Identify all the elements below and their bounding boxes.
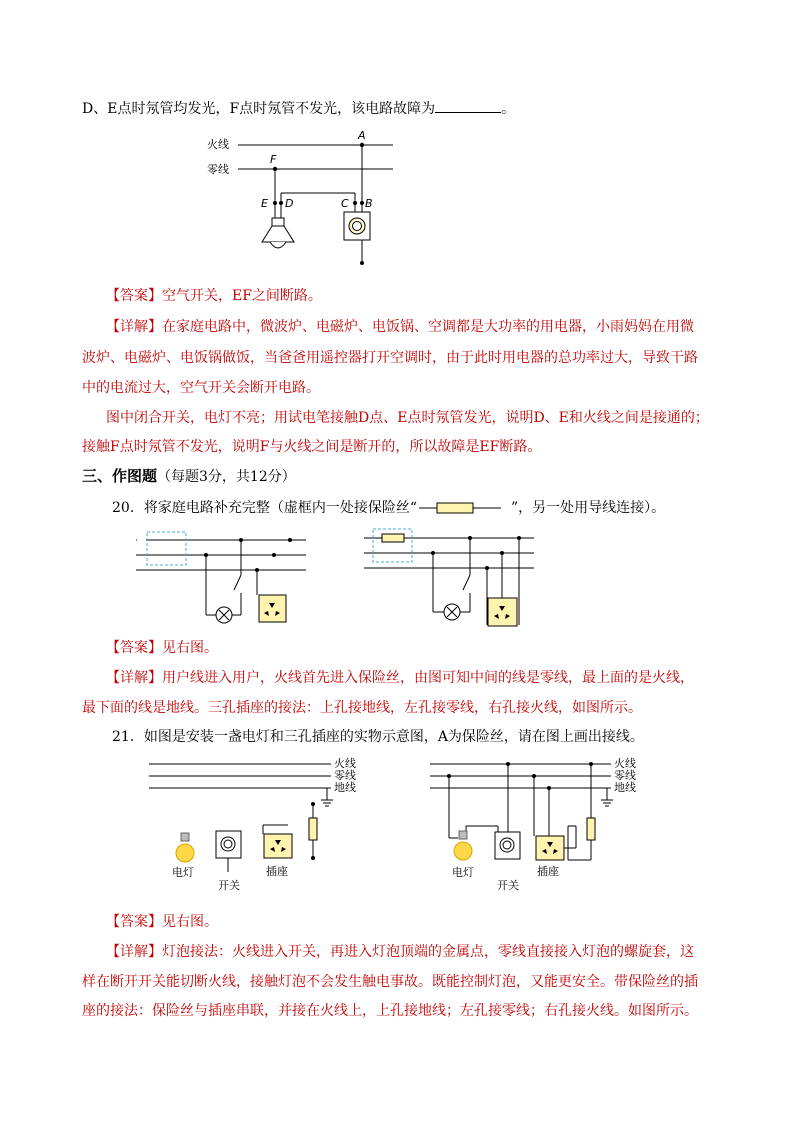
detail-21-line3: 座的接法：保险丝与插座串联，并接在火线上，上孔接地线；左孔接零线；右孔接火线。如图所示。 bbox=[82, 1003, 698, 1019]
point-b-label: B bbox=[365, 197, 373, 210]
section-subtitle: （每题3分，共12分） bbox=[157, 469, 296, 485]
q21-switch-label-left: 开关 bbox=[218, 879, 240, 892]
q19-text: D、E点时氖管均发光，F点时氖管不发光，该电路故障为 bbox=[82, 101, 436, 117]
q21-zero-label-right: 零线 bbox=[614, 769, 636, 782]
q19-suffix: 。 bbox=[501, 101, 516, 117]
detail-19-line4: 图中闭合开关，电灯不亮；用试电笔接触D点、E点时氖管发光，说明D、E和火线之间是接通的； bbox=[106, 410, 709, 426]
detail-21-line1: 【详解】灯泡接法：火线进入开关，再进入灯泡顶端的金属点，零线直接接入灯泡的螺旋套，这 bbox=[106, 944, 694, 960]
detail-20-line2: 最下面的线是地线。三孔插座的接法：上孔接地线，左孔接零线，右孔接火线，如图所示。 bbox=[82, 700, 642, 716]
answer-21: 【答案】见右图。 bbox=[106, 914, 218, 930]
fire-wire-label: 火线 bbox=[207, 138, 229, 151]
detail-19-line5: 接触F点时氖管不发光，说明F与火线之间是断开的，所以故障是EF断路。 bbox=[82, 439, 542, 455]
q21-answer-diagram bbox=[430, 756, 636, 892]
q21-question-diagram bbox=[149, 756, 356, 892]
q21-ground-label: 地线 bbox=[334, 781, 356, 794]
q21-lamp-label-right: 电灯 bbox=[452, 866, 474, 879]
detail-21-line2: 样在断开开关能切断火线，接触灯泡不会发生触电事故。既能控制灯泡，又能更安全。带保险丝的插 bbox=[82, 974, 698, 990]
section-title: 三、作图题 bbox=[82, 467, 158, 485]
answer-20: 【答案】见右图。 bbox=[106, 640, 218, 656]
q20-text-b: ”，另一处用导线连接）。 bbox=[510, 500, 666, 516]
detail-20-line1: 【详解】用户线进入用户，火线首先进入保险丝，由图可知中间的线是零线，最上面的是火线， bbox=[106, 670, 694, 686]
q21-fire-label-right: 火线 bbox=[614, 757, 636, 770]
point-e-label: E bbox=[261, 197, 268, 210]
q21-socket-label-right: 插座 bbox=[537, 865, 559, 878]
q21-ground-label-right: 地线 bbox=[614, 781, 636, 794]
answer-19: 【答案】空气开关，EF之间断路。 bbox=[106, 288, 322, 304]
q21-text: 21．如图是安装一盏电灯和三孔插座的实物示意图，A为保险丝，请在图上画出接线。 bbox=[112, 729, 644, 745]
zero-wire-label: 零线 bbox=[207, 163, 229, 176]
detail-19-line3: 中的电流过大，空气开关会断开电路。 bbox=[82, 380, 320, 396]
q21-lamp-right-icon bbox=[454, 831, 472, 860]
q20-text-a: 20．将家庭电路补充完整（虚框内一处接保险丝“ bbox=[112, 500, 417, 516]
q21-socket-label-left: 插座 bbox=[266, 865, 288, 878]
q21-zero-label: 零线 bbox=[334, 769, 356, 782]
point-c-label: C bbox=[341, 197, 349, 210]
detail-19-line2: 波炉、电磁炉、电饭锅做饭，当爸爸用遥控器打开空调时，由于此时用电器的总功率过大，导致干路 bbox=[82, 350, 698, 366]
q21-lamp-label-left: 电灯 bbox=[172, 866, 194, 879]
q21-fire-label: 火线 bbox=[334, 757, 356, 770]
point-d-label: D bbox=[285, 197, 294, 210]
point-f-label: F bbox=[270, 153, 277, 166]
detail-19-line1: 【详解】在家庭电路中，微波炉、电磁炉、电饭锅、空调都是大功率的用电器，小雨妈妈在用微 bbox=[106, 319, 694, 335]
point-a-label: A bbox=[358, 129, 366, 142]
q21-lamp-left-icon bbox=[176, 833, 194, 862]
q21-switch-label-right: 开关 bbox=[497, 879, 519, 892]
